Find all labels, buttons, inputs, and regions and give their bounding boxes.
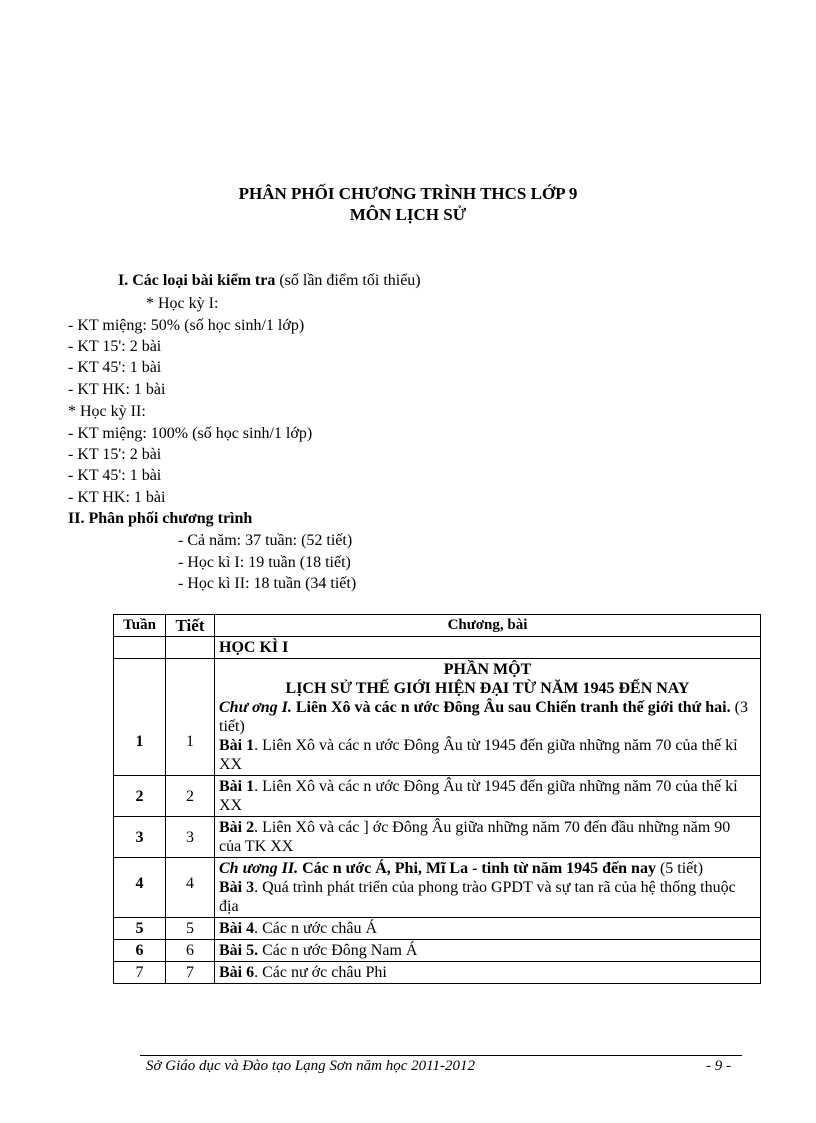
section2-item: - Học kì I: 19 tuần (18 tiết)	[178, 554, 351, 571]
semester-label: HỌC KÌ I	[215, 637, 761, 659]
lesson-cell	[215, 940, 761, 962]
part-label: PHẦN MỘT	[443, 661, 532, 678]
section1-heading: I. Các loại bài kiểm tra	[118, 272, 276, 289]
week-cell: 7	[114, 962, 166, 984]
period-cell: 1	[166, 659, 215, 776]
period-cell: 5	[166, 918, 215, 940]
period-cell: 2	[166, 776, 215, 817]
week-cell: 1	[114, 659, 166, 776]
period-cell: 6	[166, 940, 215, 962]
section2-item: - Cả năm: 37 tuần: (52 tiết)	[178, 532, 353, 549]
lesson-text: . Liên Xô và các n ước Đông Âu từ 1945 đến giữa những năm 70 của thế kỉ XX	[219, 737, 738, 773]
hk2-item: - KT HK: 1 bài	[68, 489, 166, 506]
chapter-heading	[219, 859, 756, 878]
table-row	[114, 918, 761, 940]
week-cell: 4	[114, 858, 166, 918]
lesson-cell	[215, 962, 761, 984]
hk2-label: * Học kỳ II:	[68, 403, 146, 420]
chapter-note: (3 tiết)	[219, 699, 748, 735]
lesson-prefix: Bài 2	[219, 819, 255, 836]
footer-text: Sở Giáo dục và Đào tạo Lạng Sơn năm học 2011-2012	[146, 1058, 476, 1074]
hk1-item: - KT miệng: 50% (số học sinh/1 lớp)	[68, 317, 305, 334]
table-row	[114, 940, 761, 962]
period-cell: 3	[166, 817, 215, 858]
document-subtitle: MÔN LỊCH SỬ	[349, 205, 467, 224]
section2-item: - Học kì II: 18 tuần (34 tiết)	[178, 575, 357, 592]
lesson-prefix: Bài 6	[219, 964, 255, 981]
lesson-entry	[219, 878, 756, 916]
program-table	[113, 614, 761, 984]
lesson-prefix: Bài 1	[219, 737, 255, 754]
lesson-text: . Các nư ớc châu Phi	[254, 964, 387, 981]
table-row	[114, 776, 761, 817]
section1-heading-note: (số lần điểm tối thiểu)	[279, 272, 421, 289]
chapter-title: Liên Xô và các n ước Đông Âu sau Chiến tranh thế giới thứ hai.	[295, 699, 731, 716]
header-week: Tuần	[114, 615, 166, 637]
section2-heading: II. Phân phối chương trình	[68, 510, 253, 527]
document-title: PHÂN PHỐI CHƯƠNG TRÌNH THCS LỚP 9	[238, 184, 578, 203]
section1-heading-line	[118, 271, 421, 291]
chapter-title: Các n ước Á, Phi, Mĩ La - tinh từ năm 1945 đến nay	[302, 860, 656, 877]
chapter-heading	[219, 698, 756, 736]
table-row	[114, 817, 761, 858]
chapter-prefix: Chư ơng I.	[219, 699, 292, 716]
table-row	[114, 637, 761, 659]
period-cell: 4	[166, 858, 215, 918]
lesson-cell	[215, 817, 761, 858]
part-title: LỊCH SỬ THẾ GIỚI HIỆN ĐẠI TỪ NĂM 1945 ĐẾN NAY	[285, 680, 690, 697]
hk1-label: * Học kỳ I:	[146, 295, 219, 312]
lesson-cell	[215, 776, 761, 817]
week-cell: 3	[114, 817, 166, 858]
chapter-note: (5 tiết)	[659, 860, 704, 877]
table-header-row	[114, 615, 761, 637]
hk2-item: - KT 15': 2 bài	[68, 446, 162, 463]
page-number: - 9 -	[706, 1058, 731, 1074]
lesson-entry	[219, 736, 756, 774]
table-row	[114, 659, 761, 776]
header-period: Tiết	[166, 615, 215, 637]
lesson-text: Các n ước Đông Nam Á	[258, 942, 418, 959]
lesson-prefix: Bài 3	[219, 879, 255, 896]
lesson-cell	[215, 918, 761, 940]
week-cell: 2	[114, 776, 166, 817]
header-lesson: Chương, bài	[215, 615, 761, 637]
hk1-item: - KT 45': 1 bài	[68, 359, 162, 376]
table-row	[114, 858, 761, 918]
week-cell: 6	[114, 940, 166, 962]
footer-divider	[140, 1055, 742, 1056]
lesson-prefix: Bài 5.	[219, 942, 259, 959]
lesson-cell	[215, 659, 761, 776]
lesson-text: . Liên Xô và các n ước Đông Âu từ 1945 đến giữa những năm 70 của thế kỉ XX	[219, 778, 738, 814]
lesson-prefix: Bài 4	[219, 920, 255, 937]
lesson-cell	[215, 858, 761, 918]
table-row	[114, 962, 761, 984]
period-cell: 7	[166, 962, 215, 984]
hk1-item: - KT HK: 1 bài	[68, 381, 166, 398]
chapter-prefix: Ch ương II.	[219, 860, 299, 877]
lesson-text: . Quá trình phát triển của phong trào GPDT và sự tan rã của hệ thống thuộc địa	[219, 879, 736, 915]
hk2-item: - KT miệng: 100% (số học sinh/1 lớp)	[68, 425, 313, 442]
lesson-prefix: Bài 1	[219, 778, 255, 795]
week-cell: 5	[114, 918, 166, 940]
lesson-text: . Liên Xô và các ] ớc Đông Âu giữa những năm 70 đến đầu những năm 90 của TK XX	[219, 819, 731, 855]
lesson-text: . Các n ước châu Á	[254, 920, 377, 937]
hk2-item: - KT 45': 1 bài	[68, 467, 162, 484]
hk1-item: - KT 15': 2 bài	[68, 338, 162, 355]
